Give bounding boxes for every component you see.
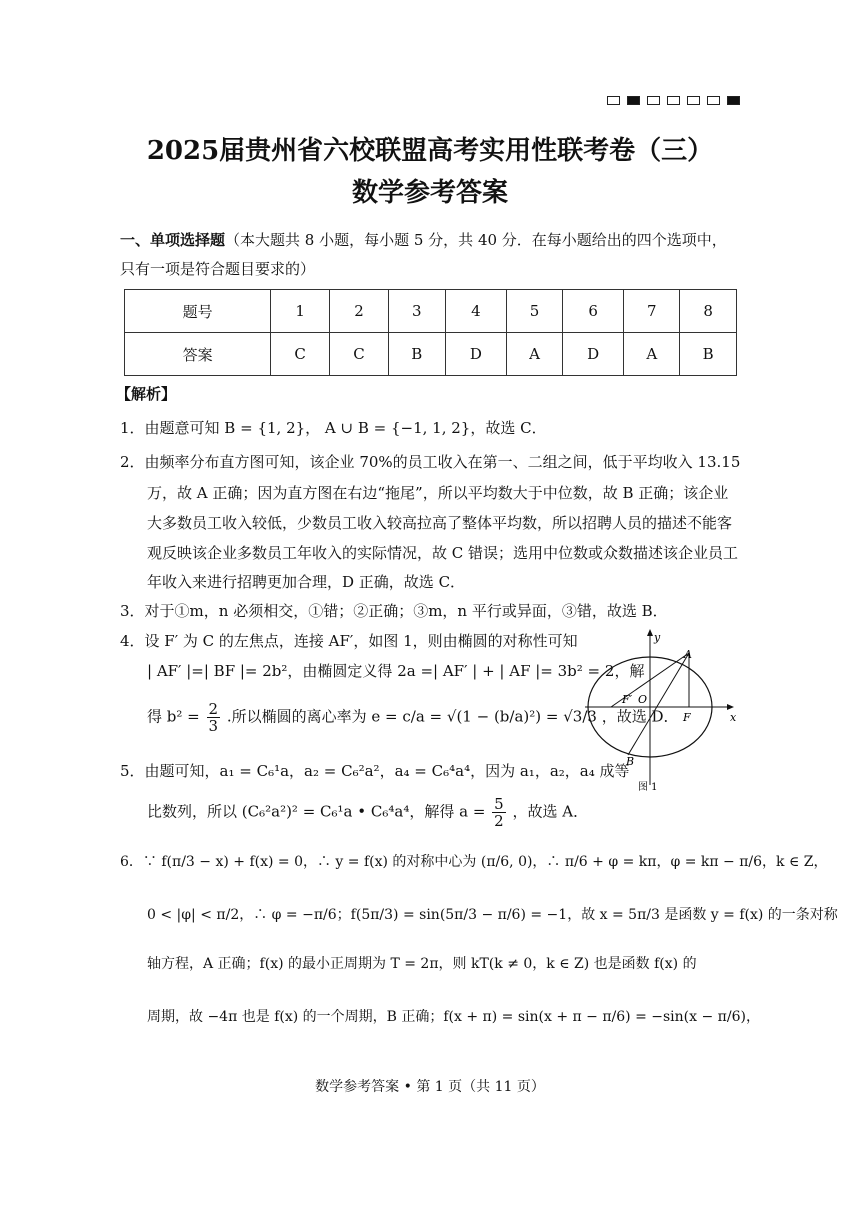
mark-empty bbox=[707, 96, 720, 105]
table-cell: 1 bbox=[271, 290, 330, 333]
table-cell: A bbox=[507, 333, 563, 376]
solution-6-line: 0 < |φ| < π/2，∴ φ = −π/6；f(5π/3) = sin(5π/3 − π/6) = −1，故 x = 5π/3 是函数 y = f(x) 的一条对称 bbox=[147, 907, 838, 923]
numerator: 5 bbox=[494, 795, 504, 813]
solution-2-line: 年收入来进行招聘更加合理，D 正确，故选 C． bbox=[147, 573, 466, 591]
mark-empty bbox=[607, 96, 620, 105]
page-footer: 数学参考答案 • 第 1 页（共 11 页） bbox=[315, 1079, 545, 1095]
answer-title: 数学参考答案 bbox=[351, 178, 508, 208]
row-label: 题号 bbox=[125, 290, 271, 333]
table-row bbox=[125, 333, 737, 376]
label-y: y bbox=[654, 631, 661, 644]
text: ，故选 D． bbox=[601, 707, 679, 726]
solution-6-line: 周期，故 −4π 也是 f(x) 的一个周期，B 正确；f(x + π) = sin(x + π − π/6) = −sin(x − π/6)， bbox=[147, 1009, 760, 1025]
solution-2-line: 大多数员工收入较低，少数员工收入较高拉高了整体平均数，所以招聘人员的描述不能客 bbox=[147, 514, 733, 532]
ellipse-figure bbox=[580, 625, 745, 795]
text: 比数列，所以 (C₆²a²)² = C₆¹a • C₆⁴a⁴，解得 a = bbox=[147, 802, 486, 821]
label-A: A bbox=[684, 648, 692, 661]
solution-5-line bbox=[147, 796, 588, 829]
solution-4-line: | AF′ |=| BF |= 2b²，由椭圆定义得 2a =| AF′ | + | AF |= 3b² = 2，解 bbox=[147, 662, 645, 680]
table-cell: 3 bbox=[388, 290, 445, 333]
denominator: 2 bbox=[494, 812, 504, 830]
table-cell: C bbox=[330, 333, 389, 376]
table-cell: B bbox=[388, 333, 445, 376]
exam-title: 2025届贵州省六校联盟高考实用性联考卷（三） bbox=[146, 136, 714, 166]
solution-2-line: 万，故 A 正确；因为直方图在右边“拖尾”，所以平均数大于中位数，故 B 正确；该企业 bbox=[147, 484, 729, 502]
section-1-heading: 一、单项选择题 bbox=[120, 231, 226, 249]
table-cell: 8 bbox=[680, 290, 737, 333]
mark-filled bbox=[627, 96, 640, 105]
text: ，故选 A． bbox=[512, 802, 589, 821]
mark-empty bbox=[667, 96, 680, 105]
x-axis-arrow bbox=[727, 704, 734, 710]
label-x: x bbox=[730, 711, 737, 724]
table-cell: D bbox=[562, 333, 623, 376]
analysis-label: 【解析】 bbox=[116, 385, 177, 403]
table-cell: 4 bbox=[445, 290, 506, 333]
table-cell: A bbox=[624, 333, 680, 376]
figure-caption: 图 1 bbox=[638, 782, 658, 793]
fraction bbox=[207, 701, 221, 734]
mark-empty bbox=[687, 96, 700, 105]
table-row bbox=[125, 290, 737, 333]
mark-filled bbox=[727, 96, 740, 105]
numerator: 2 bbox=[208, 700, 219, 718]
solution-6-line: 轴方程，A 正确；f(x) 的最小正周期为 T = 2π，则 kT(k ≠ 0，k ∈ Z) 也是函数 f(x) 的 bbox=[147, 956, 697, 972]
table-cell: 2 bbox=[330, 290, 389, 333]
table-cell: C bbox=[271, 333, 330, 376]
row-label: 答案 bbox=[125, 333, 271, 376]
mark-empty bbox=[647, 96, 660, 105]
table-cell: 6 bbox=[562, 290, 623, 333]
solution-6-line: 6．∵ f(π/3 − x) + f(x) = 0，∴ y = f(x) 的对称中心为 (π/6, 0)，∴ π/6 + φ = kπ，φ = kπ − π/6，k ∈ Z， bbox=[120, 854, 828, 870]
label-B: B bbox=[626, 755, 635, 768]
text: 得 b² = bbox=[147, 707, 200, 726]
solution-4-line: 4．设 F′ 为 C 的左焦点，连接 AF′，如图 1，则由椭圆的对称性可知 bbox=[120, 632, 578, 650]
table-cell: B bbox=[680, 333, 737, 376]
fraction bbox=[492, 796, 506, 829]
y-axis-arrow bbox=[647, 629, 653, 636]
section-1-desc: （本大题共 8 小题，每小题 5 分，共 40 分．在每小题给出的四个选项中，只有一项是符合题目要求的） bbox=[120, 231, 727, 278]
solution-2-line: 观反映该企业多数员工年收入的实际情况，故 C 错误；选用中位数或众数描述该企业员工 bbox=[147, 544, 739, 562]
label-O: O bbox=[638, 693, 648, 706]
solution-2-line: 2．由频率分布直方图可知，该企业 70%的员工收入在第一、二组之间，低于平均收入 13.15 bbox=[120, 453, 741, 471]
denominator: 3 bbox=[208, 717, 219, 735]
header-marks bbox=[607, 96, 740, 105]
text: .所以椭圆的离心率为 bbox=[226, 707, 367, 726]
label-Fprime: F′ bbox=[622, 693, 633, 706]
solution-5-line: 5．由题可知，a₁ = C₆¹a，a₂ = C₆²a²，a₄ = C₆⁴a⁴，因为 a₁，a₂，a₄ 成等 bbox=[120, 762, 630, 780]
table-cell: 7 bbox=[624, 290, 680, 333]
table-cell: 5 bbox=[507, 290, 563, 333]
solution-1: 1．由题意可知 B = {1, 2}， A ∪ B = {−1, 1, 2}，故选 C． bbox=[120, 419, 547, 437]
solution-3: 3．对于①m，n 必须相交，①错；②正确；③m，n 平行或异面，③错，故选 B． bbox=[120, 602, 668, 620]
eccentricity-expr: e = c/a = √(1 − (b/a)²) = √3/3 bbox=[371, 707, 597, 726]
answer-table bbox=[124, 289, 737, 376]
section-1-intro bbox=[120, 226, 740, 284]
label-F: F bbox=[683, 711, 691, 724]
table-cell: D bbox=[445, 333, 506, 376]
